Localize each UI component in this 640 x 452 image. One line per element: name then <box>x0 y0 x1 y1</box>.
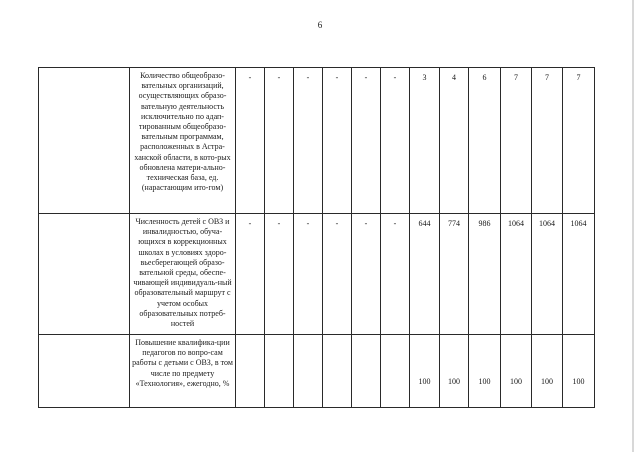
value-cell: - <box>265 214 294 335</box>
indicator-description: Численность детей с ОВЗ и инвалидностью, обуча-ющихся в коррекционных школах в условиях здоро-вьесберегающей образо-вательной среды, обеспе-чивающей индивидуаль-ный образовательный маршрут с учетом особых образовательных потреб-ностей <box>130 214 236 335</box>
value-cell: - <box>323 214 352 335</box>
value-cell: 100 <box>532 335 563 408</box>
value-cell: 1064 <box>532 214 563 335</box>
value-cell <box>294 335 323 408</box>
value-cell: 100 <box>440 335 469 408</box>
value-cell: 100 <box>469 335 501 408</box>
value-cell: 100 <box>563 335 595 408</box>
value-cell: 774 <box>440 214 469 335</box>
value-cell: 6 <box>469 68 501 214</box>
value-cell: 100 <box>410 335 440 408</box>
value-cell: - <box>236 68 265 214</box>
value-cell: 1064 <box>501 214 532 335</box>
value-cell: 7 <box>501 68 532 214</box>
value-cell: 986 <box>469 214 501 335</box>
value-cell: 7 <box>563 68 595 214</box>
value-cell <box>381 335 410 408</box>
scan-edge-shadow <box>632 0 634 452</box>
value-cell <box>352 335 381 408</box>
indicator-description: Количество общеобразо-вательных организаций, осуществляющих образо-вательную деятельность исключительно по адап-тированным общеобразо-вательным программам, расположенных в Астра-ханской области, в кото-рых обновлена матери-ально-техническая база, ед. (нарастающим ито-гом) <box>130 68 236 214</box>
table-row <box>39 214 595 335</box>
value-cell: 1064 <box>563 214 595 335</box>
value-cell <box>236 335 265 408</box>
value-cell: 4 <box>440 68 469 214</box>
value-cell: - <box>323 68 352 214</box>
value-cell: 100 <box>501 335 532 408</box>
row-number-cell <box>39 68 130 214</box>
value-cell <box>265 335 294 408</box>
value-cell: - <box>352 214 381 335</box>
indicators-table <box>38 67 595 408</box>
value-cell: - <box>381 214 410 335</box>
value-cell: 3 <box>410 68 440 214</box>
value-cell: - <box>352 68 381 214</box>
value-cell: - <box>294 68 323 214</box>
value-cell: - <box>381 68 410 214</box>
row-number-cell <box>39 335 130 408</box>
indicator-description: Повышение квалифика-ции педагогов по вопро-сам работы с детьми с ОВЗ, в том числе по предмету «Технология», ежегодно, % <box>130 335 236 408</box>
value-cell <box>323 335 352 408</box>
table-row <box>39 335 595 408</box>
value-cell: - <box>294 214 323 335</box>
value-cell: 644 <box>410 214 440 335</box>
value-cell: 7 <box>532 68 563 214</box>
page-number: 6 <box>317 20 323 30</box>
row-number-cell <box>39 214 130 335</box>
table-row <box>39 68 595 214</box>
value-cell: - <box>236 214 265 335</box>
value-cell: - <box>265 68 294 214</box>
